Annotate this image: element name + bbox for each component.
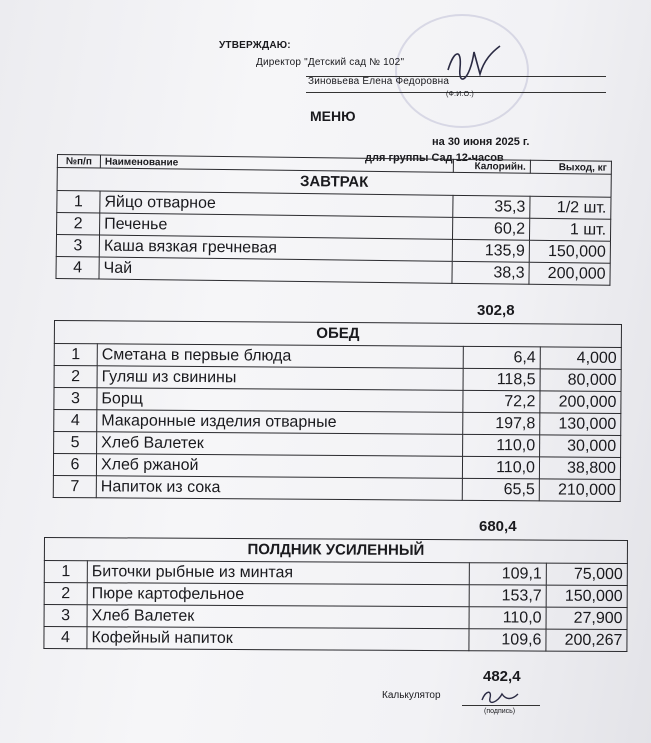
item-num: 6 — [53, 454, 96, 476]
fio-hint: (Ф.И.О.) — [446, 91, 474, 98]
calculator-signature — [478, 686, 528, 706]
item-calories: 38,3 — [452, 261, 529, 284]
lunch-section — [53, 320, 622, 502]
director-signature — [440, 40, 510, 90]
item-num: 5 — [54, 432, 97, 454]
item-calories: 110,0 — [463, 434, 540, 457]
item-name: Хлеб Валетек — [97, 432, 463, 457]
item-output: 150,000 — [546, 585, 627, 607]
breakfast-total: 302,8 — [477, 302, 515, 319]
snack-section — [43, 537, 628, 652]
item-num: 2 — [54, 366, 97, 388]
lunch-title: ОБЕД — [54, 321, 621, 348]
item-num: 2 — [57, 213, 100, 236]
calculator-label: Калькулятор — [382, 690, 441, 701]
item-output: 30,000 — [540, 435, 621, 458]
item-calories: 6,4 — [463, 346, 540, 369]
menu-date: на 30 июня 2025 г. — [432, 136, 530, 148]
snack-total: 482,4 — [483, 668, 521, 685]
item-num: 2 — [44, 583, 87, 605]
item-num: 1 — [44, 561, 87, 583]
item-num: 3 — [54, 388, 97, 410]
menu-title: МЕНЮ — [310, 108, 356, 124]
snack-title: ПОЛДНИК УСИЛЕННЫЙ — [44, 538, 627, 564]
item-calories: 35,3 — [453, 195, 530, 218]
breakfast-section — [55, 154, 611, 286]
item-output: 200,267 — [546, 629, 627, 651]
signature-hint: (подпись) — [484, 708, 516, 715]
director-line: Директор "Детский сад № 102" — [256, 57, 405, 68]
item-name: Пюре картофельное — [87, 583, 469, 607]
item-output: 75,000 — [546, 563, 627, 585]
item-num: 1 — [57, 191, 100, 214]
item-output: 200,000 — [540, 391, 621, 414]
item-name: Печенье — [100, 213, 453, 239]
section-header-row — [44, 538, 627, 564]
item-calories: 60,2 — [452, 217, 529, 240]
item-name: Гуляш из свинины — [97, 366, 463, 391]
item-calories: 197,8 — [463, 412, 540, 435]
table-row — [44, 605, 627, 630]
snack-table — [43, 537, 628, 652]
item-name: Напиток из сока — [96, 476, 462, 501]
lunch-table — [53, 320, 622, 502]
item-output: 1 шт. — [529, 218, 610, 241]
item-name: Хлеб Валетек — [87, 605, 469, 629]
item-calories: 110,0 — [462, 456, 539, 479]
item-num: 4 — [56, 256, 99, 279]
col-output-header: Выход, кг — [530, 160, 611, 174]
lunch-total: 680,4 — [479, 518, 517, 535]
item-calories: 65,5 — [462, 478, 539, 501]
item-name: Кофейный напиток — [87, 627, 469, 651]
item-output: 38,800 — [539, 457, 620, 480]
item-num: 3 — [56, 235, 99, 258]
item-name: Хлеб ржаной — [96, 454, 462, 479]
item-name: Яйцо отварное — [100, 191, 453, 217]
director-name: Зиновьева Елена Федоровна — [308, 76, 450, 87]
item-output: 150,000 — [529, 240, 610, 263]
item-num: 4 — [44, 627, 87, 649]
item-num: 3 — [44, 605, 87, 627]
approve-heading: УТВЕРЖДАЮ: — [219, 40, 291, 51]
item-num: 1 — [54, 344, 97, 366]
item-name: Сметана в первые блюда — [97, 344, 463, 369]
item-calories: 118,5 — [463, 368, 540, 391]
breakfast-title: ЗАВТРАК — [57, 168, 611, 198]
item-num: 7 — [53, 475, 96, 497]
item-name: Биточки рыбные из минтая — [87, 561, 469, 585]
item-output: 80,000 — [540, 369, 621, 392]
col-calories-header: Калорийн. — [453, 159, 530, 173]
item-name: Чай — [99, 257, 452, 283]
table-row — [44, 627, 627, 652]
item-name: Борщ — [97, 388, 463, 413]
item-output: 210,000 — [539, 479, 620, 502]
item-output: 1/2 шт. — [530, 196, 611, 219]
item-name: Макаронные изделия отварные — [97, 410, 463, 435]
table-row — [53, 475, 620, 501]
item-calories: 153,7 — [469, 585, 546, 607]
item-output: 27,900 — [546, 607, 627, 629]
item-name: Каша вязкая гречневая — [99, 235, 452, 261]
item-calories: 109,6 — [469, 629, 546, 651]
item-calories: 109,1 — [469, 563, 546, 585]
item-calories: 72,2 — [463, 390, 540, 413]
item-output: 200,000 — [529, 262, 610, 285]
item-output: 4,000 — [540, 347, 621, 370]
breakfast-table — [55, 154, 611, 286]
col-num-header: №п/п — [57, 155, 100, 169]
signature-line — [462, 705, 540, 706]
item-num: 4 — [54, 410, 97, 432]
item-output: 130,000 — [540, 413, 621, 436]
table-row — [44, 583, 627, 608]
col-name-header: Наименование — [100, 155, 453, 172]
table-row — [44, 561, 627, 586]
item-calories: 110,0 — [469, 607, 546, 629]
item-calories: 135,9 — [452, 239, 529, 262]
group-name: для группы Сад 12-часов — [365, 152, 504, 164]
